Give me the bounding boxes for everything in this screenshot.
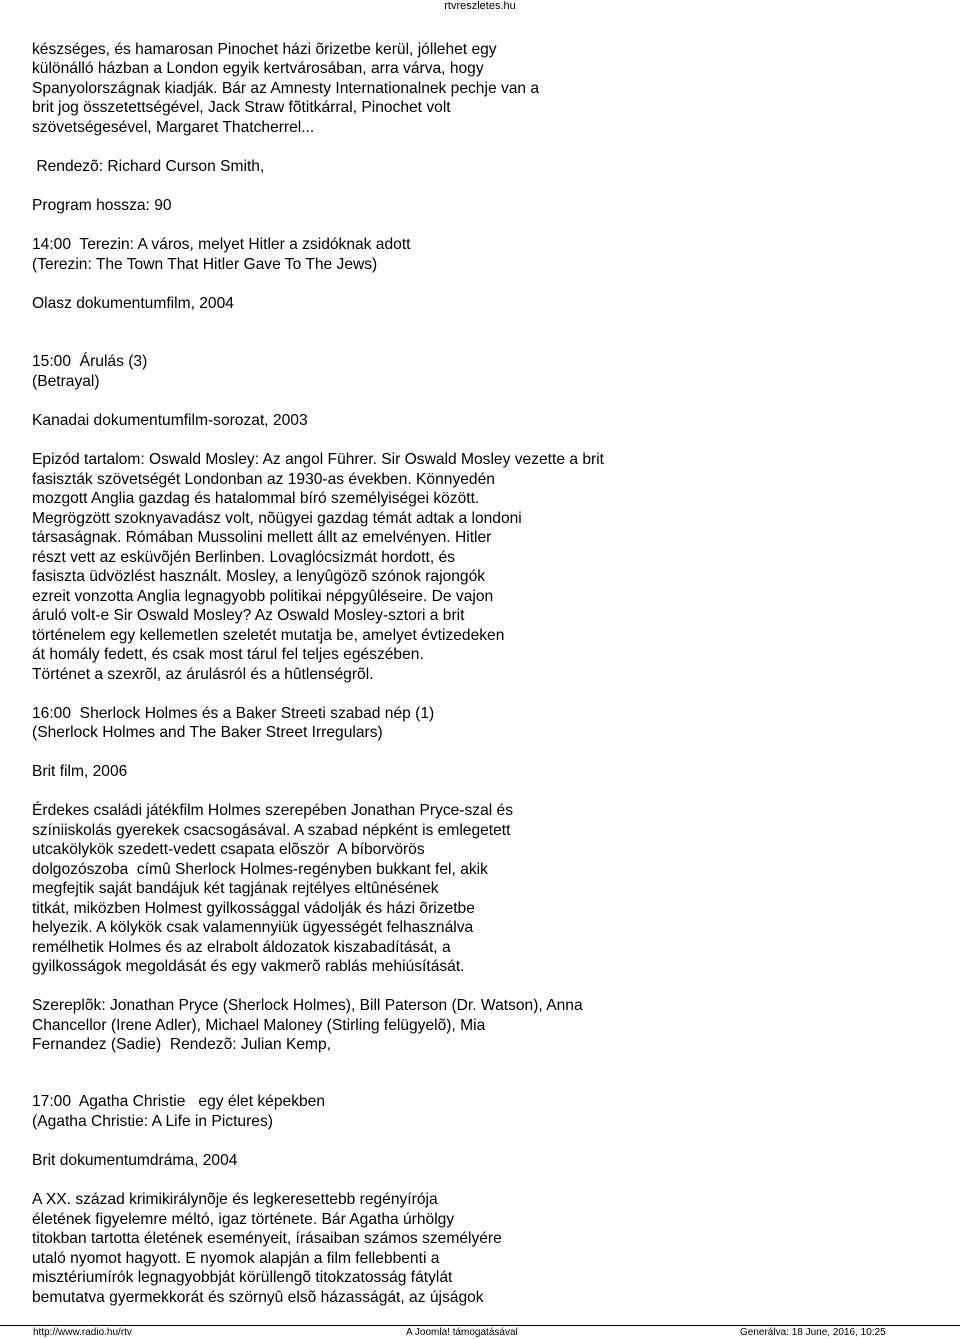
text-line: Történet a szexrõl, az árulásról és a hûtlenségrõl. <box>32 666 374 683</box>
text-line: (Betrayal) <box>32 373 100 390</box>
text-line: Megrögzött szoknyavadász volt, nõügyei gazdag témát adtak a londoni <box>32 510 522 527</box>
text-line: életének figyelemre méltó, igaz története. Bár Agatha úrhölgy <box>32 1211 455 1228</box>
text-line: 17:00 Agatha Christie egy élet képekben <box>32 1093 326 1110</box>
text-line: 15:00 Árulás (3) <box>32 353 148 370</box>
text-line: mozgott Anglia gazdag és hatalommal bíró személyiségei között. <box>32 490 480 507</box>
text-line: remélhetik Holmes és az elrabolt áldozatok kiszabadítását, a <box>32 939 451 956</box>
text-line: 14:00 Terezin: A város, melyet Hitler a zsidóknak adott <box>32 236 411 253</box>
text-line: 16:00 Sherlock Holmes és a Baker Streeti szabad nép (1) <box>32 705 435 722</box>
text-line: Chancellor (Irene Adler), Michael Maloney (Stirling felügyelõ), Mia <box>32 1017 486 1034</box>
text-line: részt vett az esküvõjén Berlinben. Lovaglócsizmát hordott, és <box>32 549 455 566</box>
text-line: (Terezin: The Town That Hitler Gave To The Jews) <box>32 256 378 273</box>
text-line: Spanyolországnak kiadják. Bár az Amnesty Internationalnek pechje van a <box>32 80 540 97</box>
text-line: brit jog összetettségével, Jack Straw fõtitkárral, Pinochet volt <box>32 99 451 116</box>
footer-url[interactable]: http://www.radio.hu/rtv <box>33 1327 132 1338</box>
text-line: Érdekes családi játékfilm Holmes szerepében Jonathan Pryce-szal és <box>32 802 514 819</box>
text-line: bemutatva gyermekkorát és szörnyû elsõ házasságát, az újságok <box>32 1289 484 1306</box>
text-line: át homály fedett, és csak most tárul fel teljes egészében. <box>32 646 424 663</box>
footer-generated-date: Generálva: 18 June, 2016, 10:25 <box>740 1327 886 1338</box>
text-line: gyilkosságok megoldását és egy vakmerõ rablás mehiúsítását. <box>32 958 465 975</box>
text-line: (Sherlock Holmes and The Baker Street Irregulars) <box>32 724 383 741</box>
footer-powered-by: A Joomla! támogatásával <box>406 1327 518 1338</box>
text-line: misztériumírók legnagyobbját körüllengõ titokzatosság fátylát <box>32 1269 453 1286</box>
text-line: ezreit vonzotta Anglia legnagyobb politikai népgyûléseire. De vajon <box>32 588 494 605</box>
text-line: A XX. század krimikirálynõje és legkeresettebb regényírója <box>32 1191 438 1208</box>
text-line: Brit dokumentumdráma, 2004 <box>32 1152 238 1169</box>
text-line: helyezik. A kölykök csak valamennyiük ügyességét felhasználva <box>32 919 474 936</box>
text-line: Program hossza: 90 <box>32 197 172 214</box>
text-line: Epizód tartalom: Oswald Mosley: Az angol Führer. Sir Oswald Mosley vezette a brit <box>32 451 605 468</box>
text-line: dolgozószoba címû Sherlock Holmes-regényben bukkant fel, akik <box>32 861 488 878</box>
text-line: utaló nyomot hagyott. E nyomok alapján a film fellebbenti a <box>32 1250 440 1267</box>
text-line: Rendezõ: Richard Curson Smith, <box>32 158 265 175</box>
text-line: utcakölykök szedett-vedett csapata elõször A bíborvörös <box>32 841 425 858</box>
text-line: megfejtik saját bandájuk két tagjának rejtélyes eltûnésének <box>32 880 439 897</box>
text-line: fasiszta üdvözlést használt. Mosley, a lenyûgözõ szónok rajongók <box>32 568 486 585</box>
text-line: társaságnak. Rómában Mussolini mellett állt az emelvényen. Hitler <box>32 529 492 546</box>
page-footer <box>0 1325 960 1339</box>
text-line: színiiskolás gyerekek csacsogásával. A szabad népként is emlegetett <box>32 822 511 839</box>
text-line: Fernandez (Sadie) Rendezõ: Julian Kemp, <box>32 1036 332 1053</box>
text-line: Olasz dokumentumfilm, 2004 <box>32 295 234 312</box>
text-line: Brit film, 2006 <box>32 763 128 780</box>
text-line: történelem egy kellemetlen szeletét mutatja be, amelyet évtizedeken <box>32 627 505 644</box>
text-line: titkát, miközben Holmest gyilkossággal vádolják és házi õrizetbe <box>32 900 475 917</box>
text-line: különálló házban a London egyik kertvárosában, arra várva, hogy <box>32 60 484 77</box>
text-line: készséges, és hamarosan Pinochet házi õrizetbe kerül, jóllehet egy <box>32 41 497 58</box>
text-line: áruló volt-e Sir Oswald Mosley? Az Oswald Mosley-sztori a brit <box>32 607 465 624</box>
text-line: Kanadai dokumentumfilm-sorozat, 2003 <box>32 412 308 429</box>
text-line: titokban tartotta életének eseményeit, írásaiban számos személyére <box>32 1230 502 1247</box>
site-header: rtvreszletes.hu <box>444 0 516 12</box>
text-line: Szereplõk: Jonathan Pryce (Sherlock Holmes), Bill Paterson (Dr. Watson), Anna <box>32 997 583 1014</box>
text-line: (Agatha Christie: A Life in Pictures) <box>32 1113 273 1130</box>
text-line: szövetségesével, Margaret Thatcherrel... <box>32 119 315 136</box>
text-line: fasiszták szövetségét Londonban az 1930-as években. Könnyedén <box>32 471 495 488</box>
